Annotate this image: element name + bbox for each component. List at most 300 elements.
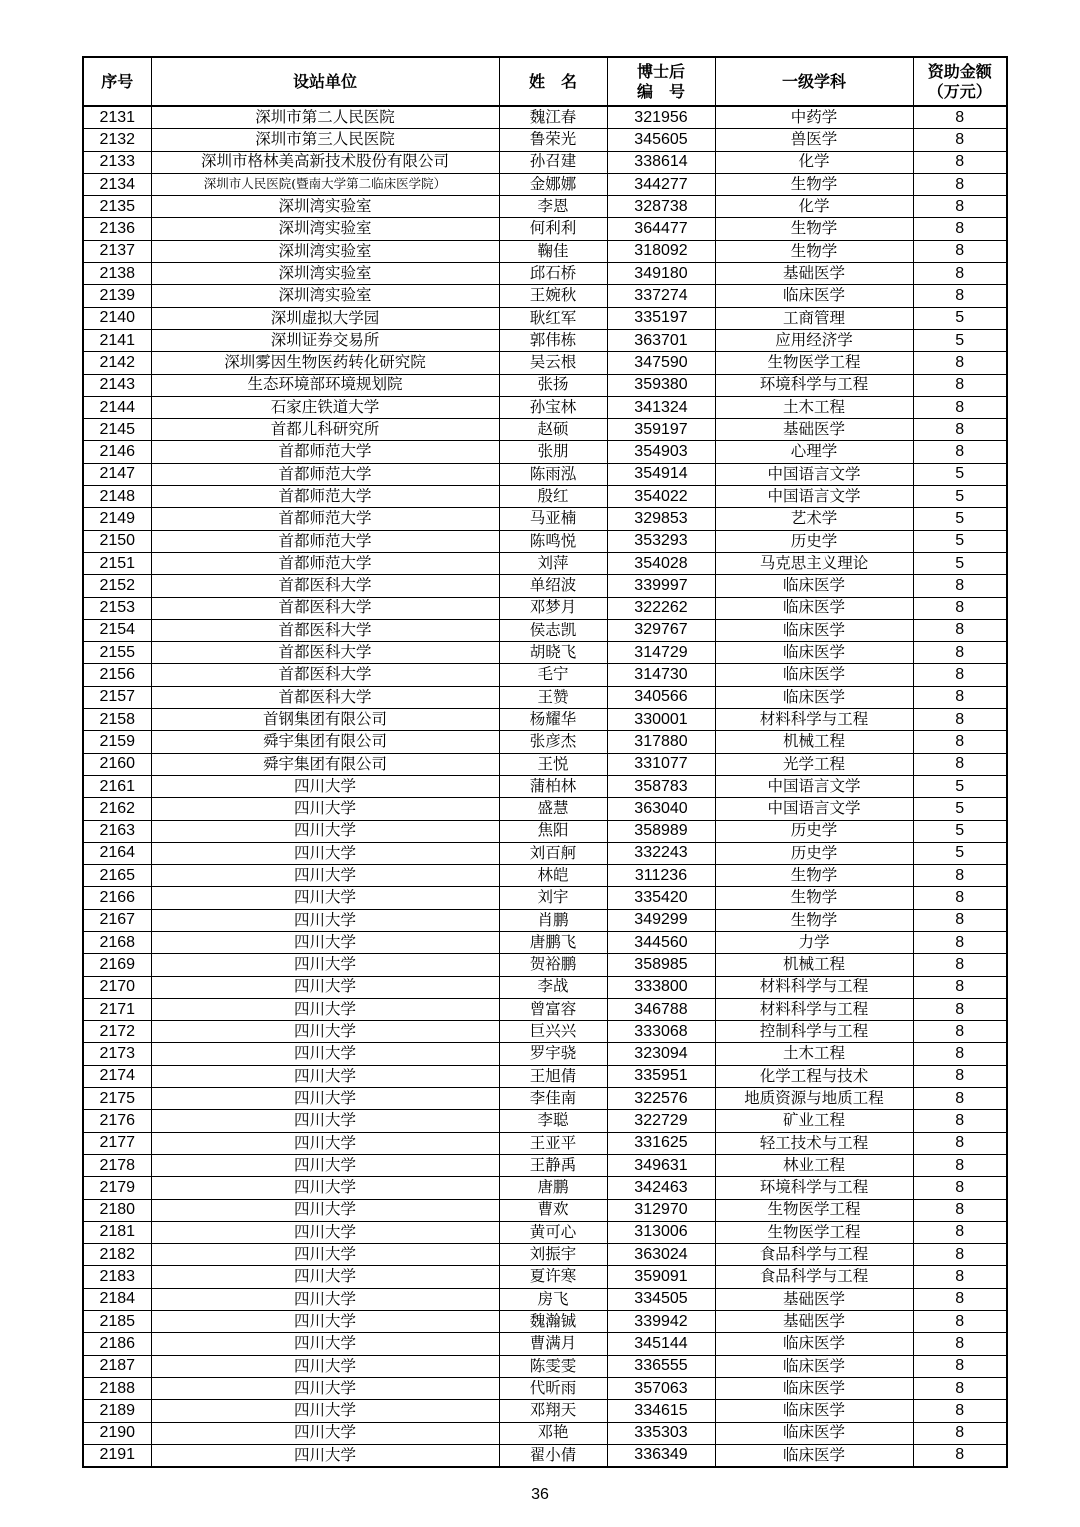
cell-amount: 8: [913, 976, 1007, 998]
cell-unit: 四川大学: [151, 1400, 499, 1422]
cell-unit: 首都医科大学: [151, 686, 499, 708]
table-row: [83, 619, 1007, 641]
cell-unit: 四川大学: [151, 1132, 499, 1154]
cell-amount: 8: [913, 1110, 1007, 1132]
cell-seq: 2187: [83, 1355, 151, 1377]
cell-seq: 2186: [83, 1333, 151, 1355]
cell-amount: 8: [913, 196, 1007, 218]
cell-amount: 8: [913, 1355, 1007, 1377]
cell-postdoc-id: 363701: [607, 329, 715, 351]
cell-name: 王悦: [499, 753, 607, 775]
cell-subject: 生物医学工程: [715, 352, 913, 374]
header-amount-line1: 资助金额: [927, 62, 992, 82]
cell-name: 魏江春: [499, 106, 607, 129]
cell-name: 罗宇骁: [499, 1043, 607, 1065]
cell-unit: 四川大学: [151, 887, 499, 909]
cell-unit: 深圳虚拟大学园: [151, 307, 499, 329]
cell-subject: 生物医学工程: [715, 1221, 913, 1243]
table-row: [83, 1266, 1007, 1288]
cell-seq: 2150: [83, 530, 151, 552]
cell-postdoc-id: 349299: [607, 909, 715, 931]
table-row: [83, 842, 1007, 864]
cell-subject: 生物学: [715, 173, 913, 195]
cell-seq: 2177: [83, 1132, 151, 1154]
cell-subject: 马克思主义理论: [715, 552, 913, 574]
table-header-row: [83, 57, 1007, 106]
cell-name: 蒲柏林: [499, 775, 607, 797]
table-row: [83, 240, 1007, 262]
cell-seq: 2165: [83, 865, 151, 887]
cell-subject: 化学工程与技术: [715, 1065, 913, 1087]
cell-amount: 8: [913, 998, 1007, 1020]
cell-seq: 2143: [83, 374, 151, 396]
cell-name: 王静禹: [499, 1154, 607, 1176]
cell-subject: 中药学: [715, 106, 913, 129]
cell-seq: 2136: [83, 218, 151, 240]
header-subject: 一级学科: [715, 57, 913, 106]
table-row: [83, 686, 1007, 708]
cell-unit: 四川大学: [151, 1221, 499, 1243]
cell-subject: 基础医学: [715, 419, 913, 441]
cell-unit: 石家庄铁道大学: [151, 396, 499, 418]
cell-amount: 8: [913, 1400, 1007, 1422]
table-row: [83, 1244, 1007, 1266]
table-row: [83, 196, 1007, 218]
cell-amount: 8: [913, 374, 1007, 396]
cell-amount: 8: [913, 173, 1007, 195]
cell-postdoc-id: 344277: [607, 173, 715, 195]
cell-seq: 2167: [83, 909, 151, 931]
cell-unit: 四川大学: [151, 1021, 499, 1043]
cell-amount: 8: [913, 441, 1007, 463]
cell-unit: 首都医科大学: [151, 597, 499, 619]
cell-seq: 2148: [83, 486, 151, 508]
cell-subject: 食品科学与工程: [715, 1244, 913, 1266]
cell-seq: 2160: [83, 753, 151, 775]
cell-unit: 四川大学: [151, 1065, 499, 1087]
cell-name: 殷红: [499, 486, 607, 508]
cell-subject: 基础医学: [715, 263, 913, 285]
cell-seq: 2189: [83, 1400, 151, 1422]
cell-seq: 2164: [83, 842, 151, 864]
cell-postdoc-id: 345144: [607, 1333, 715, 1355]
cell-unit: 四川大学: [151, 1043, 499, 1065]
cell-postdoc-id: 359091: [607, 1266, 715, 1288]
cell-postdoc-id: 335420: [607, 887, 715, 909]
table-row: [83, 129, 1007, 151]
cell-unit: 深圳证券交易所: [151, 329, 499, 351]
cell-seq: 2155: [83, 642, 151, 664]
cell-amount: 8: [913, 106, 1007, 129]
table-row: [83, 1199, 1007, 1221]
cell-amount: 8: [913, 753, 1007, 775]
cell-postdoc-id: 314729: [607, 642, 715, 664]
header-amount-line2: （万元）: [927, 81, 992, 101]
cell-postdoc-id: 332243: [607, 842, 715, 864]
cell-postdoc-id: 340566: [607, 686, 715, 708]
cell-subject: 轻工技术与工程: [715, 1132, 913, 1154]
cell-subject: 机械工程: [715, 954, 913, 976]
table-row: [83, 106, 1007, 129]
table-row: [83, 597, 1007, 619]
cell-amount: 8: [913, 1199, 1007, 1221]
cell-postdoc-id: 333800: [607, 976, 715, 998]
cell-name: 孙召建: [499, 151, 607, 173]
cell-postdoc-id: 317880: [607, 731, 715, 753]
cell-subject: 临床医学: [715, 1444, 913, 1467]
cell-subject: 机械工程: [715, 731, 913, 753]
cell-unit: 首都医科大学: [151, 619, 499, 641]
cell-seq: 2169: [83, 954, 151, 976]
table-row: [83, 1154, 1007, 1176]
table-row: [83, 329, 1007, 351]
cell-postdoc-id: 357063: [607, 1377, 715, 1399]
cell-amount: 8: [913, 419, 1007, 441]
table-row: [83, 709, 1007, 731]
cell-name: 邓翔天: [499, 1400, 607, 1422]
cell-seq: 2131: [83, 106, 151, 129]
cell-postdoc-id: 328738: [607, 196, 715, 218]
cell-unit: 四川大学: [151, 954, 499, 976]
cell-subject: 生物学: [715, 909, 913, 931]
table-row: [83, 396, 1007, 418]
table-row: [83, 374, 1007, 396]
cell-amount: 5: [913, 329, 1007, 351]
cell-seq: 2173: [83, 1043, 151, 1065]
cell-subject: 材料科学与工程: [715, 709, 913, 731]
cell-subject: 临床医学: [715, 1377, 913, 1399]
cell-seq: 2145: [83, 419, 151, 441]
cell-postdoc-id: 359380: [607, 374, 715, 396]
cell-unit: 四川大学: [151, 1444, 499, 1467]
cell-postdoc-id: 330001: [607, 709, 715, 731]
cell-seq: 2152: [83, 575, 151, 597]
cell-name: 曾富容: [499, 998, 607, 1020]
cell-postdoc-id: 321956: [607, 106, 715, 129]
table-row: [83, 552, 1007, 574]
cell-subject: 临床医学: [715, 1422, 913, 1444]
cell-name: 盛慧: [499, 798, 607, 820]
cell-amount: 5: [913, 508, 1007, 530]
cell-postdoc-id: 333068: [607, 1021, 715, 1043]
header-postdoc-id: [607, 57, 715, 106]
cell-name: 耿红军: [499, 307, 607, 329]
cell-unit: 首都师范大学: [151, 486, 499, 508]
cell-amount: 8: [913, 1154, 1007, 1176]
cell-unit: 深圳湾实验室: [151, 196, 499, 218]
funding-table: [82, 56, 1008, 1468]
cell-unit: 四川大学: [151, 820, 499, 842]
cell-seq: 2179: [83, 1177, 151, 1199]
cell-subject: 食品科学与工程: [715, 1266, 913, 1288]
cell-unit: 四川大学: [151, 1154, 499, 1176]
cell-subject: 生物学: [715, 865, 913, 887]
cell-postdoc-id: 359197: [607, 419, 715, 441]
cell-postdoc-id: 336555: [607, 1355, 715, 1377]
cell-amount: 8: [913, 240, 1007, 262]
cell-subject: 历史学: [715, 820, 913, 842]
cell-amount: 5: [913, 775, 1007, 797]
cell-unit: 四川大学: [151, 998, 499, 1020]
cell-subject: 控制科学与工程: [715, 1021, 913, 1043]
cell-name: 陈雨泓: [499, 463, 607, 485]
cell-unit: 生态环境部环境规划院: [151, 374, 499, 396]
cell-name: 肖鹏: [499, 909, 607, 931]
cell-name: 巨兴兴: [499, 1021, 607, 1043]
cell-postdoc-id: 339997: [607, 575, 715, 597]
cell-subject: 地质资源与地质工程: [715, 1088, 913, 1110]
cell-subject: 工商管理: [715, 307, 913, 329]
cell-name: 林皑: [499, 865, 607, 887]
table-row: [83, 218, 1007, 240]
cell-name: 魏瀚铖: [499, 1311, 607, 1333]
table-row: [83, 1400, 1007, 1422]
header-amount: [913, 57, 1007, 106]
table-row: [83, 1333, 1007, 1355]
table-row: [83, 530, 1007, 552]
cell-subject: 基础医学: [715, 1311, 913, 1333]
table-row: [83, 1221, 1007, 1243]
cell-postdoc-id: 353293: [607, 530, 715, 552]
cell-amount: 5: [913, 530, 1007, 552]
cell-unit: 首都医科大学: [151, 575, 499, 597]
cell-postdoc-id: 331625: [607, 1132, 715, 1154]
cell-subject: 力学: [715, 931, 913, 953]
cell-name: 金娜娜: [499, 173, 607, 195]
cell-postdoc-id: 311236: [607, 865, 715, 887]
cell-name: 刘振宇: [499, 1244, 607, 1266]
cell-seq: 2154: [83, 619, 151, 641]
cell-subject: 应用经济学: [715, 329, 913, 351]
cell-seq: 2174: [83, 1065, 151, 1087]
cell-name: 曹欢: [499, 1199, 607, 1221]
cell-name: 刘宇: [499, 887, 607, 909]
cell-amount: 8: [913, 151, 1007, 173]
table-row: [83, 664, 1007, 686]
cell-subject: 化学: [715, 151, 913, 173]
cell-name: 邓艳: [499, 1422, 607, 1444]
cell-name: 夏许寒: [499, 1266, 607, 1288]
cell-name: 张彦杰: [499, 731, 607, 753]
cell-subject: 临床医学: [715, 285, 913, 307]
table-row: [83, 1377, 1007, 1399]
cell-amount: 8: [913, 1221, 1007, 1243]
cell-amount: 8: [913, 1377, 1007, 1399]
table-row: [83, 954, 1007, 976]
table-body: [83, 106, 1007, 1467]
cell-amount: 5: [913, 798, 1007, 820]
cell-amount: 8: [913, 865, 1007, 887]
cell-seq: 2176: [83, 1110, 151, 1132]
cell-subject: 中国语言文学: [715, 775, 913, 797]
cell-unit: 深圳雾因生物医药转化研究院: [151, 352, 499, 374]
cell-unit: 首都师范大学: [151, 463, 499, 485]
cell-subject: 生物学: [715, 887, 913, 909]
cell-seq: 2166: [83, 887, 151, 909]
cell-unit: 四川大学: [151, 775, 499, 797]
cell-subject: 临床医学: [715, 597, 913, 619]
cell-postdoc-id: 341324: [607, 396, 715, 418]
table-row: [83, 173, 1007, 195]
cell-seq: 2149: [83, 508, 151, 530]
cell-name: 孙宝林: [499, 396, 607, 418]
cell-amount: 8: [913, 575, 1007, 597]
cell-seq: 2175: [83, 1088, 151, 1110]
cell-name: 鲁荣光: [499, 129, 607, 151]
cell-postdoc-id: 349631: [607, 1154, 715, 1176]
cell-postdoc-id: 347590: [607, 352, 715, 374]
cell-postdoc-id: 345605: [607, 129, 715, 151]
cell-amount: 8: [913, 709, 1007, 731]
cell-subject: 艺术学: [715, 508, 913, 530]
cell-seq: 2180: [83, 1199, 151, 1221]
table-row: [83, 1132, 1007, 1154]
cell-unit: 四川大学: [151, 1333, 499, 1355]
table-row: [83, 1043, 1007, 1065]
cell-amount: 8: [913, 129, 1007, 151]
cell-seq: 2134: [83, 173, 151, 195]
cell-subject: 中国语言文学: [715, 486, 913, 508]
cell-postdoc-id: 329853: [607, 508, 715, 530]
cell-seq: 2157: [83, 686, 151, 708]
cell-amount: 5: [913, 463, 1007, 485]
cell-seq: 2172: [83, 1021, 151, 1043]
cell-amount: 8: [913, 1422, 1007, 1444]
cell-unit: 首都师范大学: [151, 508, 499, 530]
table-row: [83, 931, 1007, 953]
cell-postdoc-id: 314730: [607, 664, 715, 686]
cell-seq: 2139: [83, 285, 151, 307]
cell-subject: 临床医学: [715, 1355, 913, 1377]
cell-postdoc-id: 344560: [607, 931, 715, 953]
cell-name: 单绍波: [499, 575, 607, 597]
cell-unit: 首钢集团有限公司: [151, 709, 499, 731]
cell-amount: 8: [913, 664, 1007, 686]
cell-unit: 四川大学: [151, 1266, 499, 1288]
cell-subject: 中国语言文学: [715, 463, 913, 485]
cell-postdoc-id: 334505: [607, 1288, 715, 1310]
table-row: [83, 1422, 1007, 1444]
cell-postdoc-id: 354903: [607, 441, 715, 463]
table-row: [83, 1288, 1007, 1310]
table-row: [83, 909, 1007, 931]
cell-postdoc-id: 364477: [607, 218, 715, 240]
cell-seq: 2163: [83, 820, 151, 842]
cell-subject: 生物学: [715, 240, 913, 262]
cell-postdoc-id: 338614: [607, 151, 715, 173]
cell-postdoc-id: 312970: [607, 1199, 715, 1221]
cell-unit: 四川大学: [151, 909, 499, 931]
cell-name: 翟小倩: [499, 1444, 607, 1467]
table-row: [83, 976, 1007, 998]
cell-postdoc-id: 339942: [607, 1311, 715, 1333]
cell-postdoc-id: 354028: [607, 552, 715, 574]
cell-postdoc-id: 323094: [607, 1043, 715, 1065]
cell-unit: 四川大学: [151, 1288, 499, 1310]
cell-amount: 5: [913, 820, 1007, 842]
cell-amount: 8: [913, 1043, 1007, 1065]
cell-name: 李恩: [499, 196, 607, 218]
table-row: [83, 263, 1007, 285]
cell-unit: 四川大学: [151, 842, 499, 864]
cell-postdoc-id: 313006: [607, 1221, 715, 1243]
cell-name: 张扬: [499, 374, 607, 396]
cell-seq: 2147: [83, 463, 151, 485]
cell-seq: 2184: [83, 1288, 151, 1310]
cell-amount: 8: [913, 1065, 1007, 1087]
cell-subject: 环境科学与工程: [715, 374, 913, 396]
cell-amount: 8: [913, 1333, 1007, 1355]
cell-amount: 8: [913, 642, 1007, 664]
cell-subject: 临床医学: [715, 1333, 913, 1355]
cell-unit: 首都医科大学: [151, 642, 499, 664]
cell-name: 吴云根: [499, 352, 607, 374]
cell-unit: 四川大学: [151, 1177, 499, 1199]
table-row: [83, 1088, 1007, 1110]
cell-name: 代昕雨: [499, 1377, 607, 1399]
cell-amount: 8: [913, 887, 1007, 909]
table-row: [83, 419, 1007, 441]
cell-seq: 2190: [83, 1422, 151, 1444]
cell-unit: 四川大学: [151, 976, 499, 998]
cell-name: 郭伟栋: [499, 329, 607, 351]
cell-seq: 2188: [83, 1377, 151, 1399]
cell-subject: 生物医学工程: [715, 1199, 913, 1221]
table-row: [83, 1110, 1007, 1132]
cell-unit: 四川大学: [151, 1110, 499, 1132]
cell-name: 鞠佳: [499, 240, 607, 262]
cell-name: 杨耀华: [499, 709, 607, 731]
cell-seq: 2138: [83, 263, 151, 285]
cell-unit: 深圳市第二人民医院: [151, 106, 499, 129]
cell-amount: 8: [913, 1266, 1007, 1288]
cell-seq: 2170: [83, 976, 151, 998]
cell-amount: 8: [913, 597, 1007, 619]
cell-unit: 舜宇集团有限公司: [151, 753, 499, 775]
cell-seq: 2135: [83, 196, 151, 218]
cell-amount: 5: [913, 552, 1007, 574]
table-row: [83, 508, 1007, 530]
cell-subject: 临床医学: [715, 619, 913, 641]
cell-amount: 5: [913, 842, 1007, 864]
cell-postdoc-id: 354914: [607, 463, 715, 485]
cell-postdoc-id: 342463: [607, 1177, 715, 1199]
cell-seq: 2171: [83, 998, 151, 1020]
cell-seq: 2153: [83, 597, 151, 619]
cell-subject: 材料科学与工程: [715, 976, 913, 998]
cell-seq: 2144: [83, 396, 151, 418]
cell-name: 刘百舸: [499, 842, 607, 864]
table-row: [83, 731, 1007, 753]
cell-postdoc-id: 363024: [607, 1244, 715, 1266]
cell-name: 侯志凯: [499, 619, 607, 641]
cell-subject: 基础医学: [715, 1288, 913, 1310]
cell-postdoc-id: 337274: [607, 285, 715, 307]
table-row: [83, 1021, 1007, 1043]
cell-seq: 2161: [83, 775, 151, 797]
cell-unit: 深圳市第三人民医院: [151, 129, 499, 151]
cell-name: 胡晓飞: [499, 642, 607, 664]
cell-postdoc-id: 322729: [607, 1110, 715, 1132]
cell-unit: 四川大学: [151, 1355, 499, 1377]
cell-name: 唐鹏飞: [499, 931, 607, 953]
cell-amount: 8: [913, 285, 1007, 307]
cell-unit: 四川大学: [151, 865, 499, 887]
cell-subject: 临床医学: [715, 575, 913, 597]
table-row: [83, 1355, 1007, 1377]
cell-postdoc-id: 346788: [607, 998, 715, 1020]
cell-seq: 2132: [83, 129, 151, 151]
